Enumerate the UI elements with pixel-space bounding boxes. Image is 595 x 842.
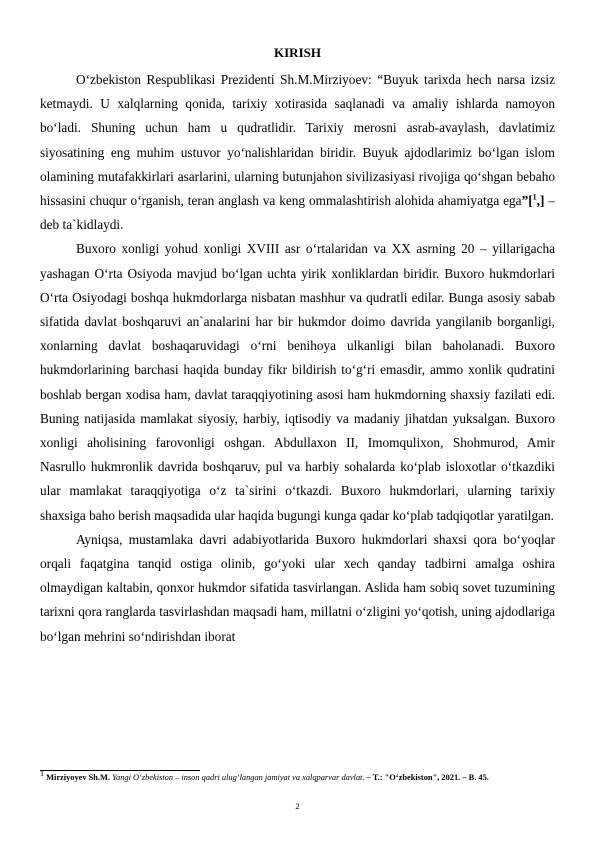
page-title: KIRISH bbox=[274, 45, 321, 60]
footnote-author: Mirziyoyev Sh.M. bbox=[46, 773, 111, 782]
page-number: 2 bbox=[295, 801, 300, 811]
paragraph-3: Ayniqsa, mustamlaka davri adabiyotlarida Buxoro hukmdorlari shaxsi qora bo‘yoqlar orqali faqatgina tanqid ostiga olinib, go‘yoki ular xech qanday tadbirni amalga oshira olmaydigan kaltabin, qonxor hukmdor sifatida tasvirlangan. Aslida ham sobiq sovet tuzumining tarixni qora ranglarda tasvirlashdan maqsadi ham, millatni o‘zligini yo‘qotish, uning ajdodlariga bo‘lgan mehrini so‘ndirishdan iborat bbox=[40, 531, 555, 644]
reference-close-bracket: ,] bbox=[536, 193, 545, 209]
footnote-divider bbox=[40, 770, 200, 771]
footnote-reference: 1 bbox=[532, 192, 537, 202]
quote-close-bracket: ”[ bbox=[521, 193, 533, 209]
paragraph-2: Buxoro xonligi yohud xonligi XVIII asr o‘rtalaridan va XX asrning 20 – yillarigacha yashagan O‘rta Osiyoda mavjud bo‘lgan uchta yirik xonliklardan biridir. Buxoro hukmdorlari O‘rta Osiyodagi boshqa hukmdorlarga nisbatan mashhur va qudratli edilar. Bunga asosiy sabab sifatida davlat boshqaruvi an`analarini har bir hukmdor doimo davrida yangilanib borganligi, xonlarning davlat boshaqaruvidagi o‘rni benihoya ulkanligi bilan baholanadi. Buxoro hukmdorlarining barchasi haqida bunday fikr bildirish to‘g‘ri emasdir, ammo xonlik qudratini boshlab bergan xodisa ham, davlat taraqqiyotining asosi ham hukmdorning shaxsiy fazilati edi. Buning natijasida mamlakat siyosiy, harbiy, iqtisodiy va madaniy jihatdan yuksalgan. Buxoro xonligi aholisining farovonligi oshgan. Abdullaxon II, Imomqulixon, Shohmurod, Amir Nasrullo hukmronlik davrida boshqaruv, pul va harbiy sohalarda ko‘plab isloxotlar o‘tkazdiki ular mamlakat taraqqiyotiga o‘z ta`sirini o‘tkazdi. Buxoro hukmdorlari, ularning tarixiy shaxsiga baho berish maqsadida ular haqida bugungi kunga qadar ko‘plab tadqiqotlar yaratilgan. bbox=[40, 241, 555, 523]
footnote-title: Yangi O‘zbekiston – inson qadri ulug‘langan jamiyat va xalqparvar davlat. bbox=[112, 773, 365, 782]
footnote-number: 1 bbox=[40, 769, 44, 779]
footnote-publisher: – T.: "O‘zbekiston", 2021. – B. 45. bbox=[364, 773, 489, 782]
footnote bbox=[40, 769, 555, 784]
paragraph-1-tail: – deb ta`kidlaydi. bbox=[40, 193, 555, 233]
paragraph-1 bbox=[40, 68, 555, 237]
document-body bbox=[40, 68, 555, 649]
paragraph-1-text: O‘zbekiston Respublikasi Prezidenti Sh.M.Mirziyoev: “Buyuk tarixda hech narsa izsiz ketmaydi. U xalqlarning qonida, tarixiy xotirasida saqlanadi va amaliy ishlarda namoyon bo‘ladi. Shuning uchun ham u qudratlidir. Tarixiy merosni asrab-avaylash, davlatimiz siyosatining eng muhim ustuvor yo‘nalishlaridan biridir. Buyuk ajdodlarimiz bo‘lgan islom olamining mutafakkirlari asarlarini, ularning butunjahon sivilizasiyasi rivojiga qo‘shgan bebaho hissasini chuqur o‘rganish, teran anglash va keng ommalashtirish alohida ahamiyatga ega bbox=[40, 72, 555, 209]
